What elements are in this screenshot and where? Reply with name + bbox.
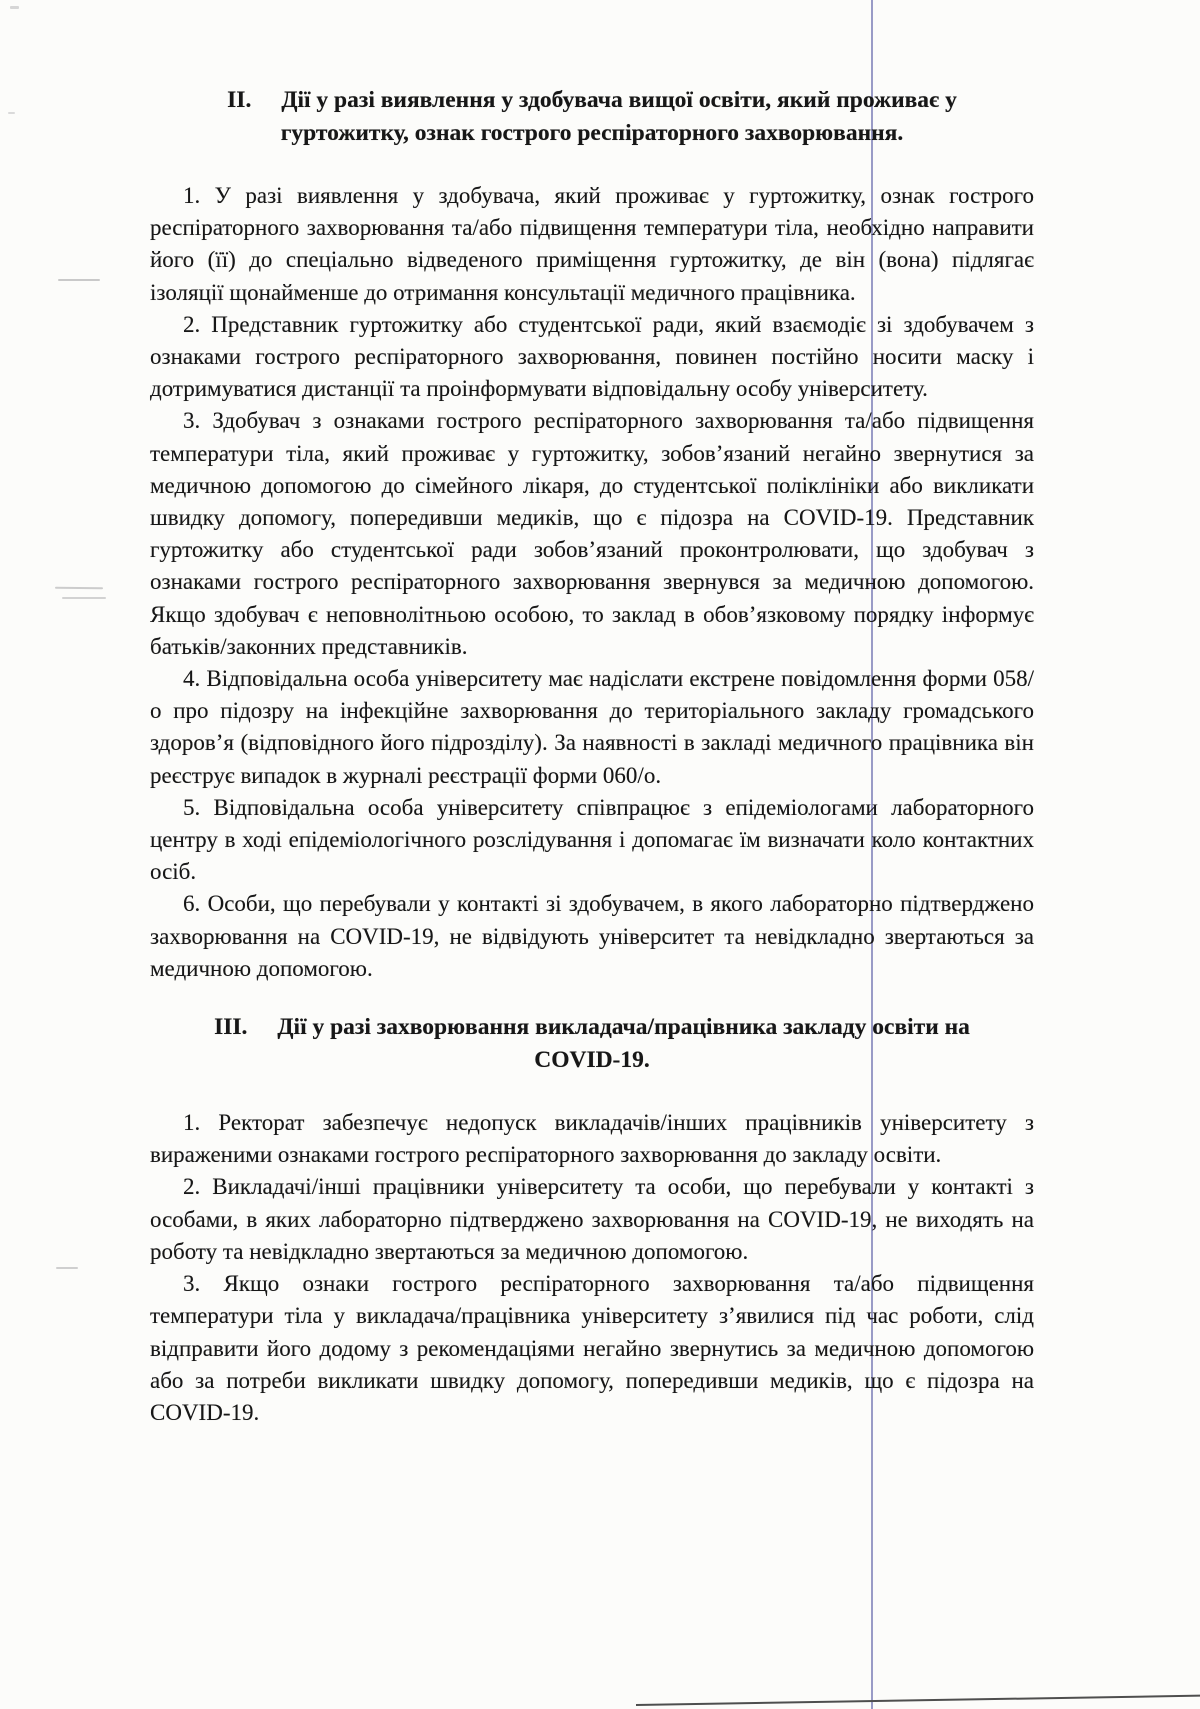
heading-line-1 — [150, 84, 1034, 117]
paragraph: 2. Викладачі/інші працівники університету та особи, що перебували у контакті з особами, в яких лабораторно підтверджено захворювання на COVID-19, не виходять на роботу та невідкладно звертаються за медичною допомогою. — [150, 1174, 1034, 1264]
paragraph: 4. Відповідальна особа університету має надіслати екстрене повідомлення форми 058/о про підозру на інфекційне захворювання до територіального закладу громадського здоров’я (відповідного його підрозділу). За наявності в закладі медичного працівника він реєструє випадок в журналі реєстрації форми 060/о. — [150, 666, 1034, 788]
scan-margin-artifact — [58, 279, 100, 281]
paragraph: 1. У разі виявлення у здобувача, який проживає у гуртожитку, ознак гострого респіраторного захворювання та/або підвищення температури тіла, необхідно направити його (її) до спеціально відведеного приміщення гуртожитку, де він (вона) підлягає ізоляції щонайменше до отримання консультації медичного працівника. — [150, 183, 1034, 305]
heading-text: Дії у разі захворювання викладача/працівника закладу освіти на — [277, 1014, 970, 1041]
heading-line-1 — [150, 1011, 1034, 1044]
scan-margin-artifact — [56, 1267, 78, 1269]
paragraph: 3. Здобувач з ознаками гострого респіраторного захворювання та/або підвищення температури тіла, який проживає у гуртожитку, зобов’язаний негайно звернутися за медичною допомогою до сімейного лікаря, до студентської поліклініки або викликати швидку допомогу, попередивши медиків, що є підозра на COVID-19. Представник гуртожитку або студентської ради зобов’язаний проконтролювати, що здобувач з ознаками гострого респіраторного захворювання звернувся за медичною допомогою. Якщо здобувач є неповнолітньою особою, то заклад в обов’язковому порядку інформує батьків/законних представників. — [150, 408, 1034, 659]
scan-corner-speck — [10, 6, 19, 9]
section-iii — [150, 1011, 1034, 1429]
paragraph: 3. Якщо ознаки гострого респіраторного захворювання та/або підвищення температури тіла у викладача/працівника університету з’явилися під час роботи, слід відправити його додому з рекомендаціями негайно звернутись за медичною допомогою або за потреби викликати швидку допомогу, попередивши медиків, що є підозра на COVID-19. — [150, 1271, 1034, 1425]
heading-line-2: гуртожитку, ознак гострого респіраторного захворювання. — [280, 120, 904, 146]
document-text — [150, 84, 1034, 1429]
paragraph: 5. Відповідальна особа університету співпрацює з епідеміологами лабораторного центру в ході епідеміологічного розслідування і допомагає їм визначати коло контактних осіб. — [150, 794, 1034, 885]
scan-margin-artifact — [55, 587, 103, 590]
section-number: III. — [214, 1014, 248, 1041]
section-iii-heading — [150, 1011, 1034, 1077]
scan-corner-speck — [8, 112, 15, 114]
section-ii-body — [150, 180, 1034, 985]
section-ii — [150, 84, 1034, 985]
scan-margin-artifact — [62, 597, 106, 599]
scan-bottom-edge-line — [636, 1694, 1200, 1706]
paragraph: 2. Представник гуртожитку або студентської ради, який взаємодіє зі здобувачем з ознаками гострого респіраторного захворювання, повинен постійно носити маску і дотримуватися дистанції та проінформувати відповідальну особу університету. — [150, 311, 1034, 402]
section-number: II. — [227, 87, 252, 113]
section-ii-heading — [150, 84, 1034, 150]
section-iii-body — [150, 1107, 1034, 1429]
paragraph: 1. Ректорат забезпечує недопуск викладачів/інших працівників університету з вираженими ознаками гострого респіраторного захворювання до закладу освіти. — [150, 1110, 1034, 1168]
paragraph: 6. Особи, що перебували у контакті зі здобувачем, в якого лабораторно підтверджено захворювання на COVID-19, не відвідують університет та невідкладно звертаються за медичною допомогою. — [150, 891, 1034, 981]
heading-line-2: COVID-19. — [534, 1047, 650, 1074]
heading-text: Дії у разі виявлення у здобувача вищої освіти, який проживає у — [281, 87, 957, 113]
